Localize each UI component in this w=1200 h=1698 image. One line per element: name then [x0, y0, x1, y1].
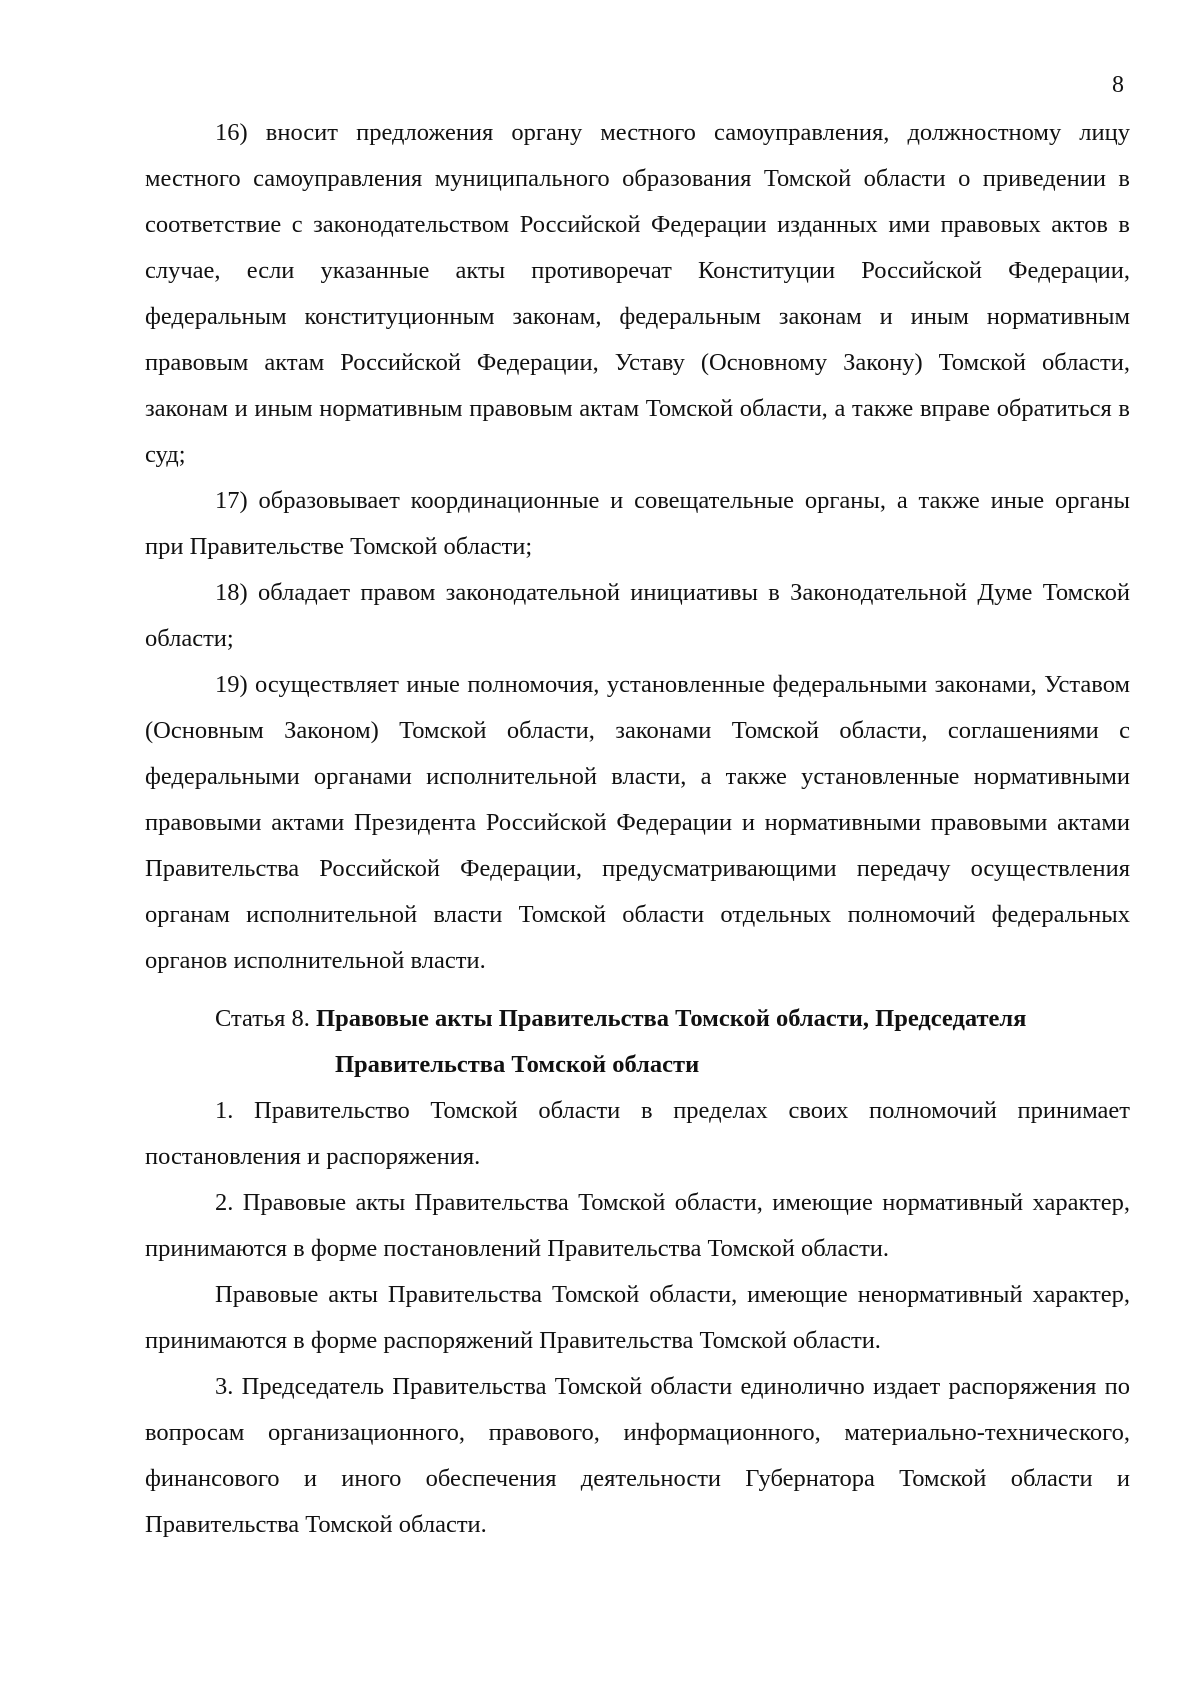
clause-2-non-normative: Правовые акты Правительства Томской области, имеющие ненормативный характер, принимаются в форме распоряжений Правительства Томской области.	[145, 1281, 1130, 1354]
item-19: 19) осуществляет иные полномочия, установленные федеральными законами, Уставом (Основным Законом) Томской области, законами Томской области, соглашениями с федеральными органами исполнительной власти, а также установленные нормативными правовыми актами Президента Российской Федерации и нормативными правовыми актами Правительства Российской Федерации, предусматривающими передачу осуществления органам исполнительной власти Томской области отдельных полномочий федеральных органов исполнительной власти.	[145, 671, 1130, 974]
article-heading	[145, 996, 1130, 1088]
item-16: 16) вносит предложения органу местного самоуправления, должностному лицу местного самоуправления муниципального образования Томской области о приведении в соответствие с законодательством Российской Федерации изданных ими правовых актов в случае, если указанные акты противоречат Конституции Российской Федерации, федеральным конституционным законам, федеральным законам и иным нормативным правовым актам Российской Федерации, Уставу (Основному Закону) Томской области, законам и иным нормативным правовым актам Томской области, а также вправе обратиться в суд;	[145, 119, 1130, 468]
article-title-line-2: Правительства Томской области	[335, 1051, 700, 1078]
article-title-line-1: Правовые акты Правительства Томской области, Председателя	[316, 1005, 1027, 1032]
clause-2-normative: 2. Правовые акты Правительства Томской области, имеющие нормативный характер, принимаются в форме постановлений Правительства Томской области.	[145, 1189, 1130, 1262]
section-spacer	[145, 984, 1130, 996]
article-label: Статья 8.	[215, 1005, 310, 1032]
clause-3: 3. Председатель Правительства Томской области единолично издает распоряжения по вопросам организационного, правового, информационного, материально-технического, финансового и иного обеспечения деятельности Губернатора Томской области и Правительства Томской области.	[145, 1373, 1130, 1538]
item-18: 18) обладает правом законодательной инициативы в Законодательной Думе Томской области;	[145, 579, 1130, 652]
document-body	[145, 110, 1130, 1548]
item-17: 17) образовывает координационные и совещательные органы, а также иные органы при Правительстве Томской области;	[145, 487, 1130, 560]
page-number: 8	[1112, 72, 1124, 98]
clause-1: 1. Правительство Томской области в пределах своих полномочий принимает постановления и распоряжения.	[145, 1097, 1130, 1170]
